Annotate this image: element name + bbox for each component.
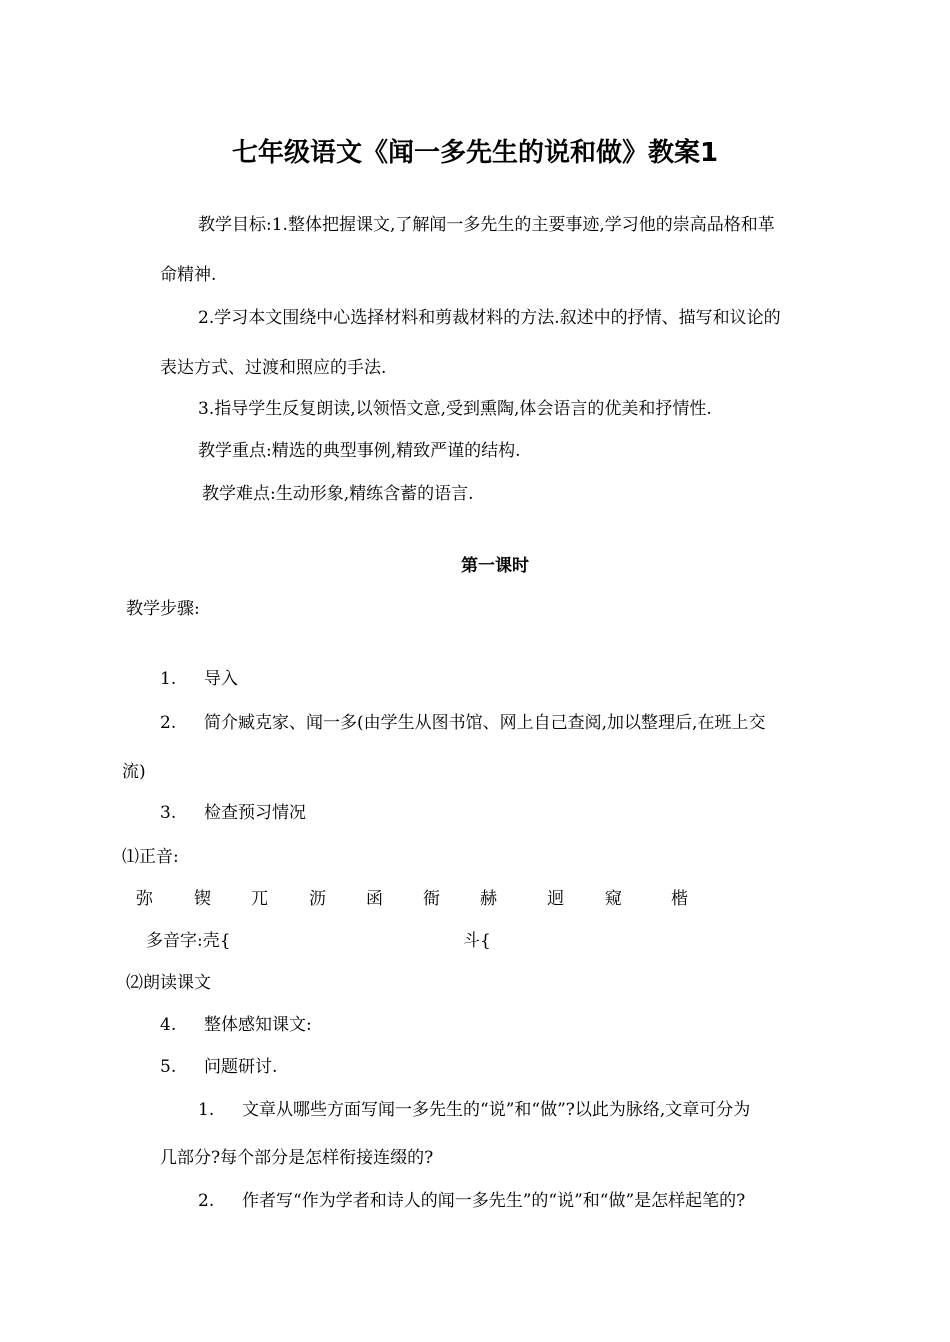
step-text: 检查预习情况: [204, 803, 306, 823]
step-text: 简介臧克家、闻一多(由学生从图书馆、网上自己查阅,加以整理后,在班上交: [204, 713, 766, 733]
polyphone-label: 多音字:壳{: [146, 931, 231, 951]
question-number: 1.: [198, 1100, 215, 1120]
objective-3: 3.指导学生反复朗读,以领悟文意,受到熏陶,体会语言的优美和抒情性.: [198, 399, 712, 419]
reading-label: ⑵朗读课文: [126, 973, 211, 993]
character: 沥: [309, 889, 326, 909]
question-text: 文章从哪些方面写闻一多先生的“说”和“做”?以此为脉络,文章可分为: [242, 1100, 751, 1120]
question-number: 2.: [198, 1191, 215, 1211]
character: 函: [366, 889, 383, 909]
objective-2: 2.学习本文围绕中心选择材料和剪裁材料的方法.叙述中的抒情、描写和议论的: [198, 308, 781, 328]
question-item: [198, 1190, 745, 1212]
step-text: 问题研讨.: [204, 1057, 278, 1077]
step-text: 整体感知课文:: [204, 1015, 312, 1035]
key-points: 教学重点:精选的典型事例,精致严谨的结构.: [198, 441, 521, 461]
objective-1-cont: 命精神.: [160, 265, 217, 285]
step-2-cont: 流): [122, 762, 146, 782]
character: 窥: [605, 889, 622, 909]
step-number: 4.: [160, 1015, 177, 1035]
document-title: 七年级语文《闻一多先生的说和做》教案1: [231, 138, 719, 168]
step-number: 5.: [160, 1057, 177, 1077]
steps-label: 教学步骤:: [126, 599, 200, 619]
objective-2-cont: 表达方式、过渡和照应的手法.: [160, 358, 387, 378]
question-1-cont: 几部分?每个部分是怎样衔接连缀的?: [160, 1148, 434, 1168]
character: 楷: [671, 889, 688, 909]
step-text: 导入: [204, 669, 238, 689]
character: 兀: [251, 889, 268, 909]
step-item: [160, 668, 238, 690]
step-item: [160, 712, 765, 734]
step-item: [160, 1056, 277, 1078]
pronunciation-label: ⑴正音:: [122, 847, 179, 867]
step-number: 2.: [160, 713, 177, 733]
question-text: 作者写“作为学者和诗人的闻一多先生”的“说”和“做”是怎样起笔的?: [242, 1191, 746, 1211]
character: 迥: [547, 889, 564, 909]
character: 赫: [480, 889, 497, 909]
question-item: [198, 1099, 750, 1121]
character: 弥: [136, 889, 153, 909]
polyphone-label-2: 斗{: [463, 931, 491, 951]
character: 衙: [423, 889, 440, 909]
difficulties: 教学难点:生动形象,精练含蓄的语言.: [202, 484, 474, 504]
character: 锲: [194, 889, 211, 909]
section-title: 第一课时: [461, 556, 529, 576]
objective-1: 教学目标:1.整体把握课文,了解闻一多先生的主要事迹,学习他的崇高品格和革: [198, 215, 775, 235]
step-number: 1.: [160, 669, 177, 689]
step-item: [160, 1014, 312, 1036]
step-number: 3.: [160, 803, 177, 823]
step-item: [160, 802, 306, 824]
